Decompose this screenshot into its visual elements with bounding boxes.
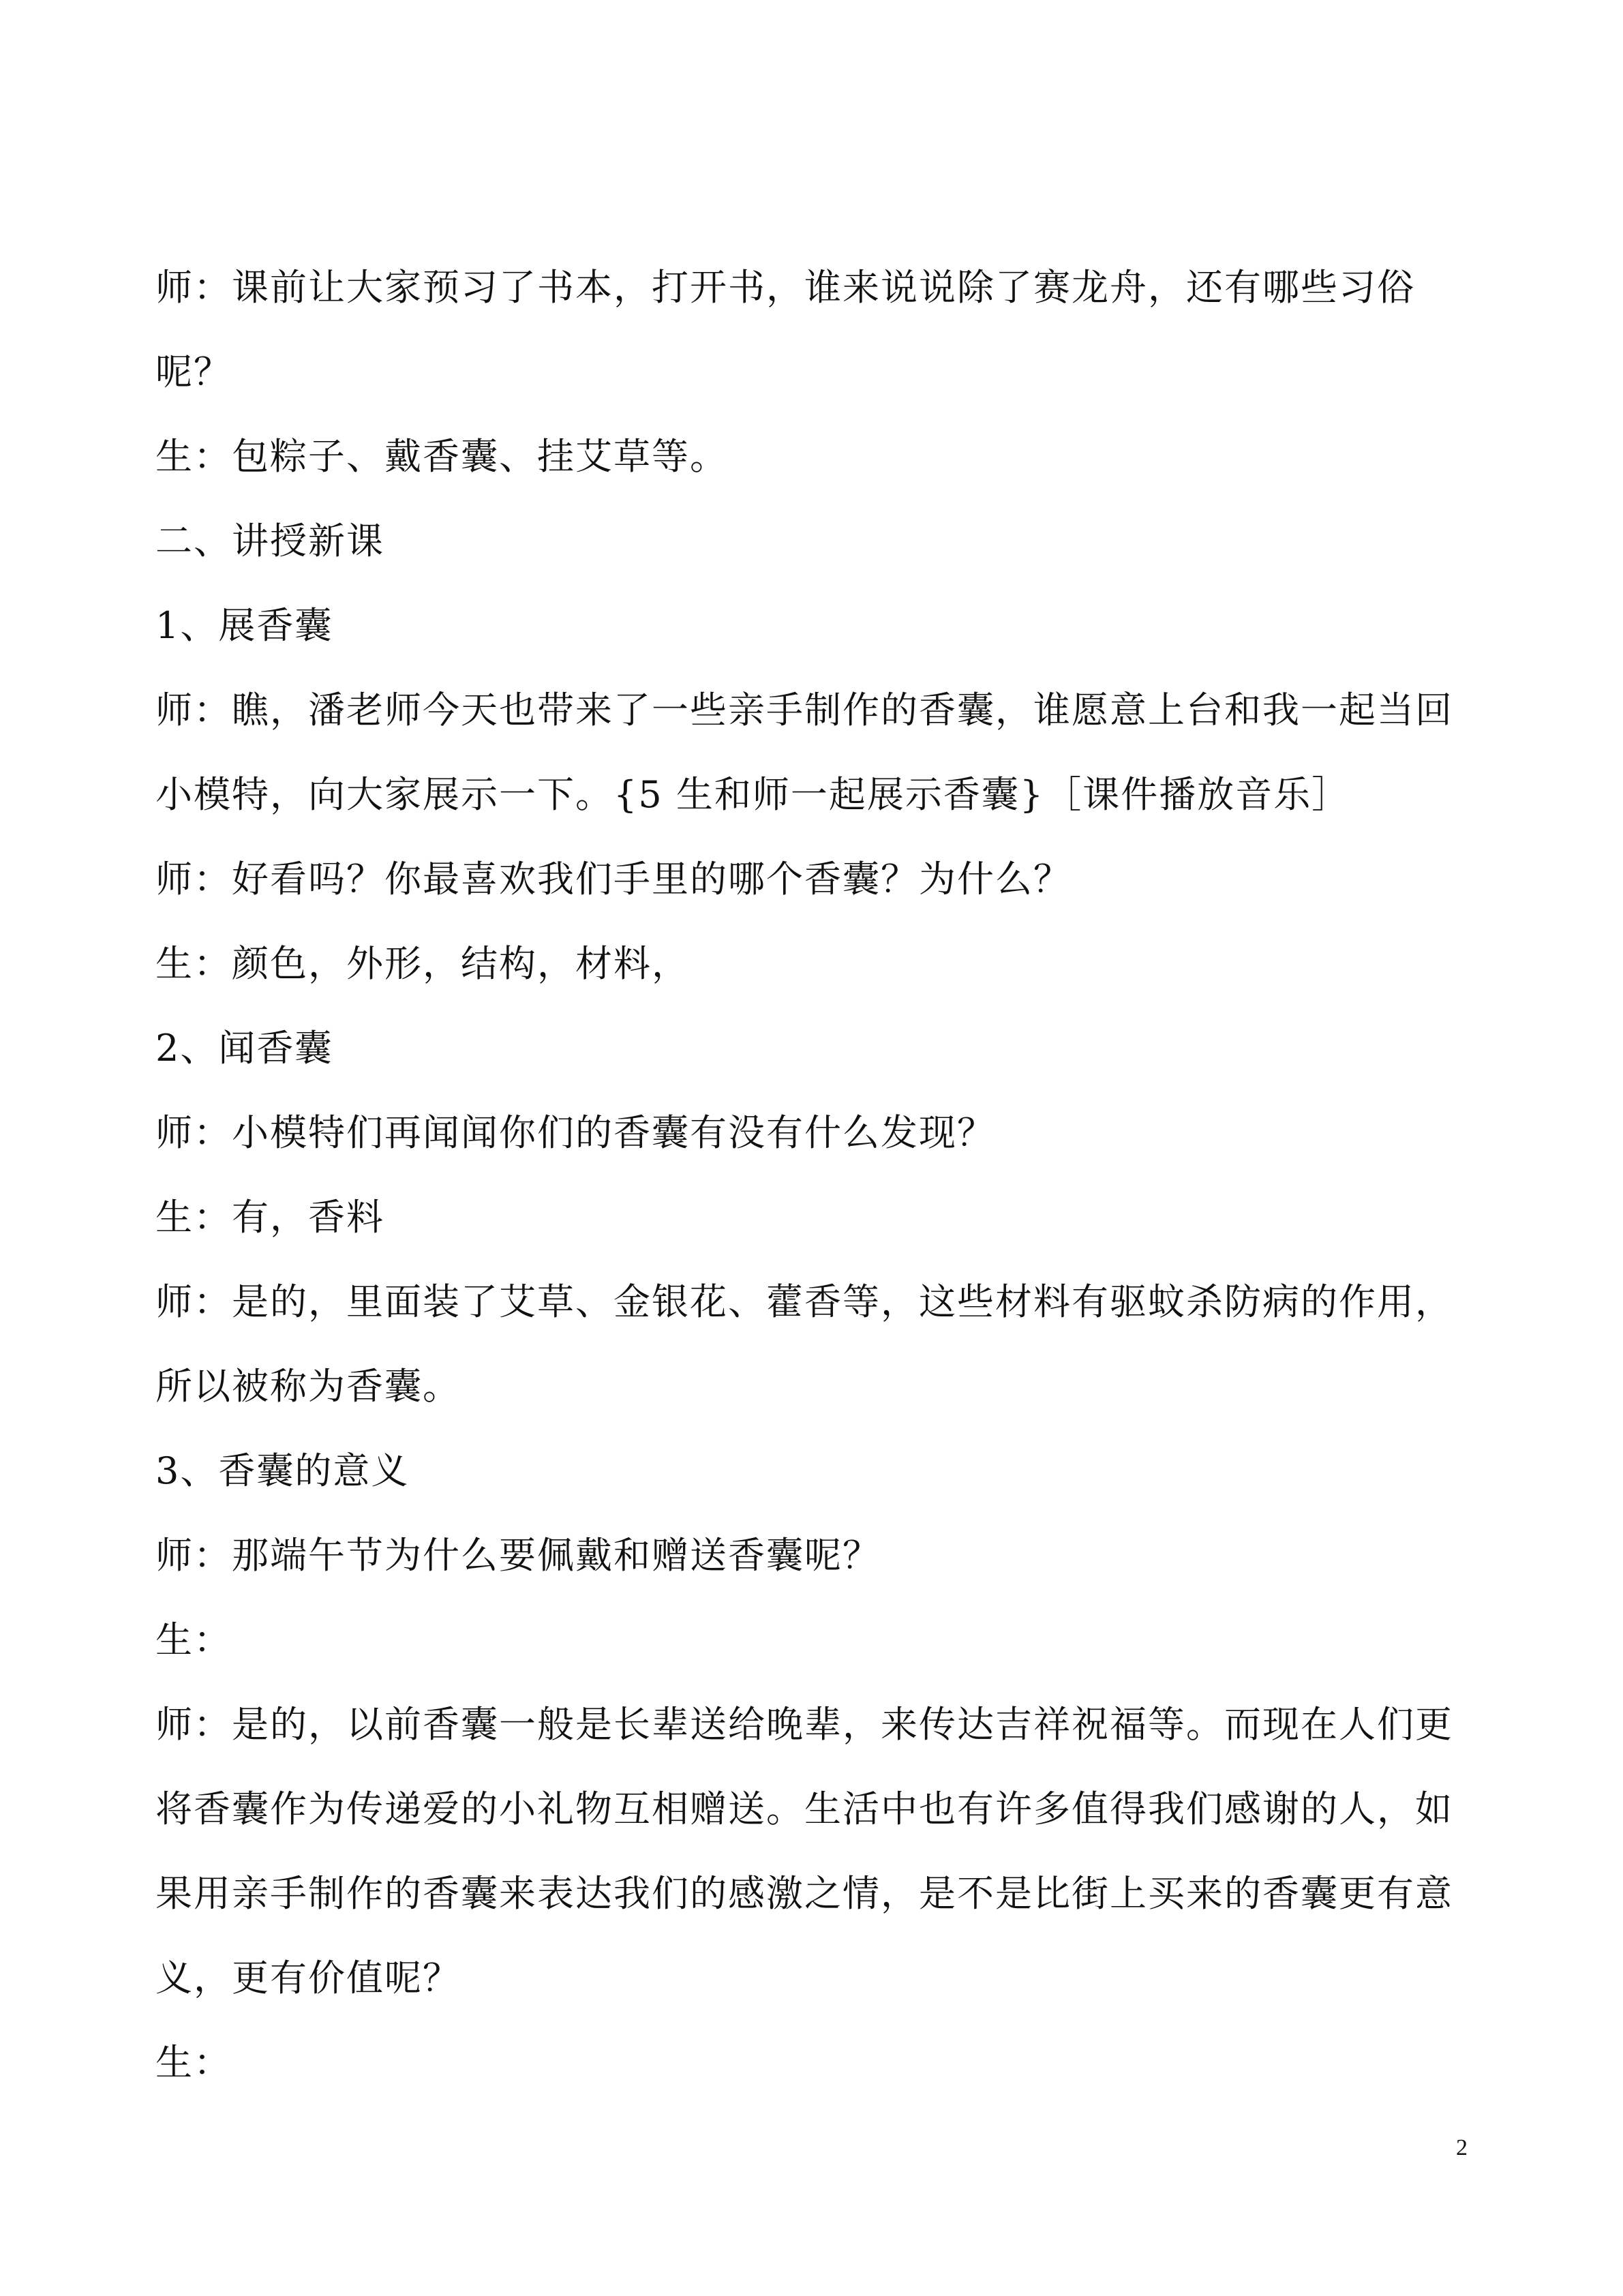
text-line: 师：课前让大家预习了书本，打开书，谁来说说除了赛龙舟，还有哪些习俗 — [155, 266, 1415, 309]
text-line: 生：包粽子、戴香囊、挂艾草等。 — [155, 435, 728, 478]
subsection-heading: 3、香囊的意义 — [155, 1449, 410, 1492]
text-line: 师：那端午节为什么要佩戴和赠送香囊呢？ — [155, 1534, 881, 1577]
text-line: 师：瞧，潘老师今天也带来了一些亲手制作的香囊，谁愿意上台和我一起当回 — [155, 689, 1453, 731]
section-heading: 二、讲授新课 — [155, 519, 384, 562]
text-line: 呢？ — [155, 350, 232, 393]
text-line: 将香囊作为传递爱的小礼物互相赠送。生活中也有许多值得我们感谢的人，如 — [155, 1787, 1453, 1830]
text-line: 小模特，向大家展示一下。{5 生和师一起展示香囊}［课件播放音乐］ — [155, 773, 1350, 816]
text-line: 生： — [155, 1618, 232, 1661]
subsection-heading: 2、闻香囊 — [155, 1027, 333, 1070]
text-line: 果用亲手制作的香囊来表达我们的感激之情，是不是比街上买来的香囊更有意 — [155, 1872, 1453, 1915]
page-number: 2 — [1456, 2135, 1468, 2160]
text-line: 生：颜色，外形，结构，材料， — [155, 942, 690, 985]
text-line: 所以被称为香囊。 — [155, 1365, 461, 1408]
text-line: 生：有，香料 — [155, 1196, 384, 1239]
text-line: 生： — [155, 2041, 232, 2084]
text-line: 义，更有价值呢？ — [155, 1957, 461, 1999]
text-line: 师：小模特们再闻闻你们的香囊有没有什么发现？ — [155, 1111, 995, 1154]
subsection-heading: 1、展香囊 — [155, 604, 333, 647]
document-body — [155, 245, 1464, 2105]
text-line: 师：是的，以前香囊一般是长辈送给晚辈，来传达吉祥祝福等。而现在人们更 — [155, 1703, 1453, 1746]
text-line: 师：是的，里面装了艾草、金银花、藿香等，这些材料有驱蚊杀防病的作用， — [155, 1280, 1453, 1323]
text-line: 师：好看吗？你最喜欢我们手里的哪个香囊？为什么？ — [155, 858, 1072, 901]
